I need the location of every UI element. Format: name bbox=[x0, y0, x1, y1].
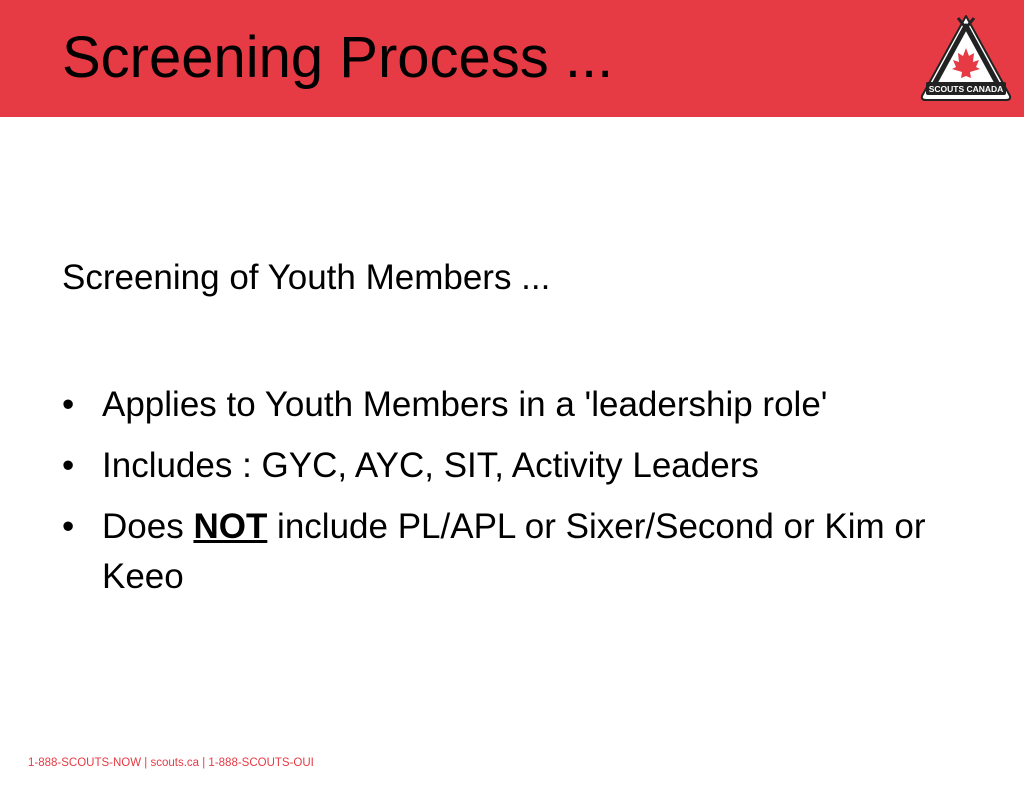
footer-contact: 1-888-SCOUTS-NOW | scouts.ca | 1-888-SCOUTS-OUI bbox=[28, 757, 314, 769]
bullet-text: Applies to Youth Members in a 'leadership role' bbox=[102, 385, 828, 424]
bullet-item bbox=[62, 441, 992, 491]
section-subheading: Screening of Youth Members ... bbox=[62, 258, 551, 297]
bullet-item bbox=[62, 380, 992, 430]
bullet-item bbox=[62, 502, 992, 602]
logo-text: SCOUTS CANADA bbox=[928, 84, 1004, 94]
slide-title: Screening Process ... bbox=[62, 25, 614, 90]
bullet-icon: • bbox=[62, 385, 75, 424]
bullet-icon: • bbox=[62, 507, 75, 546]
scouts-canada-logo bbox=[918, 12, 1014, 104]
slide-header bbox=[0, 0, 1024, 117]
bullet-text-prefix: Does bbox=[102, 507, 194, 546]
bullet-icon: • bbox=[62, 446, 75, 485]
bullet-text: Includes : GYC, AYC, SIT, Activity Leaders bbox=[102, 446, 759, 485]
bullet-list bbox=[62, 380, 992, 613]
bullet-text-suffix: include PL/APL or Sixer/Second or Kim or Keeo bbox=[102, 507, 926, 596]
bullet-emphasis: NOT bbox=[193, 507, 268, 546]
